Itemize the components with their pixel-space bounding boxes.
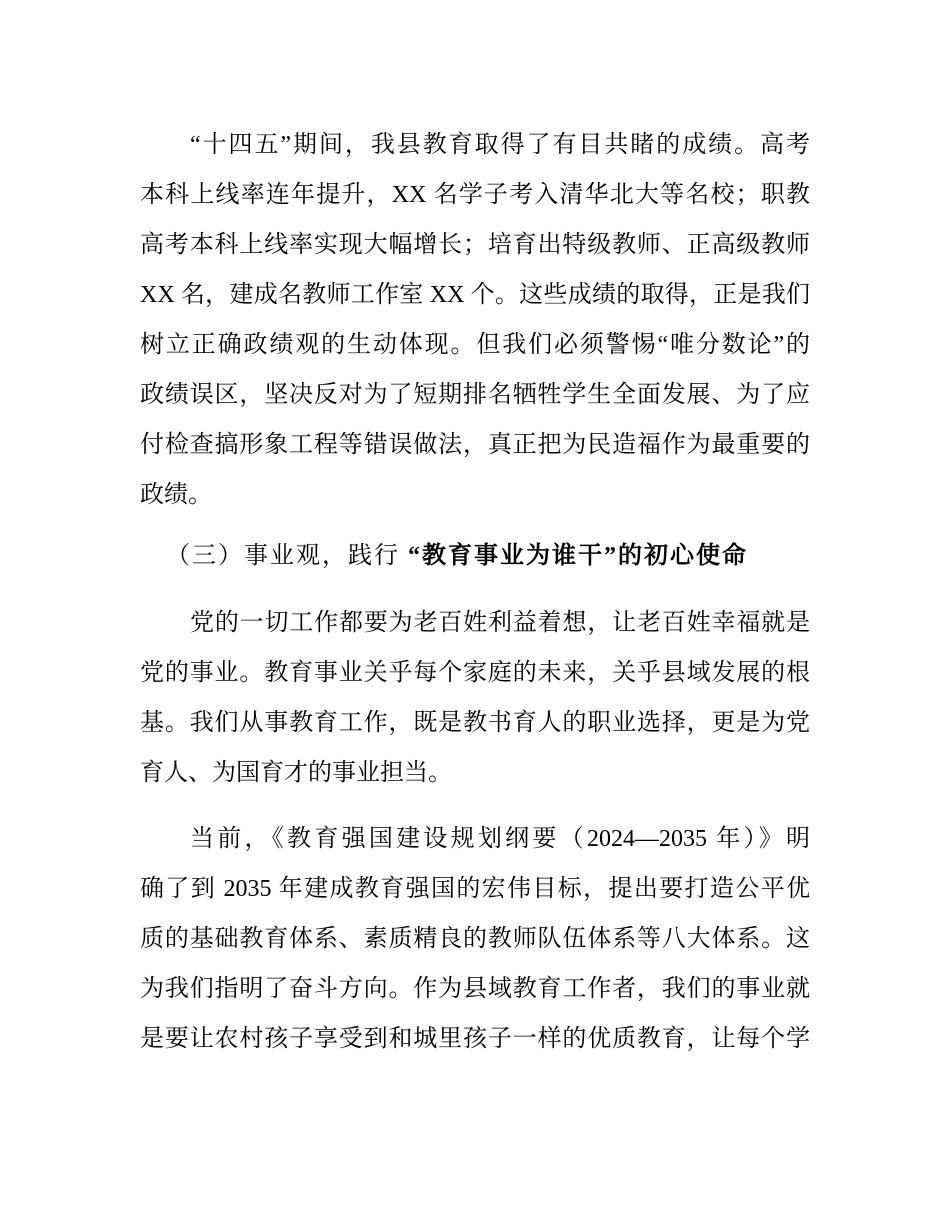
p3-line-5: 是要让农村孩子享受到和城里孩子一样的优质教育，让每个学 xyxy=(140,1026,810,1052)
p3-line-2: 确了到 2035 年建成教育强国的宏伟目标，提出要打造公平优 xyxy=(140,876,810,902)
paragraph-2 xyxy=(140,598,810,798)
p2-line-2: 党的事业。教育事业关乎每个家庭的未来，关乎县域发展的根 xyxy=(140,660,810,686)
p1-line-1: “十四五”期间，我县教育取得了有目共睹的成绩。高考 xyxy=(190,132,810,158)
p3-line-1: 当前，《教育强国建设规划纲要（2024—2035 年）》明 xyxy=(190,826,810,852)
p1-line-8: 政绩。 xyxy=(140,482,212,508)
p1-line-5: 树立正确政绩观的生动体现。但我们必须警惕“唯分数论”的 xyxy=(140,332,810,358)
p3-line-4: 为我们指明了奋斗方向。作为县域教育工作者，我们的事业就 xyxy=(140,976,810,1002)
paragraph-3 xyxy=(140,814,810,1064)
section-heading-prefix: （三）事业观，践行 xyxy=(166,543,408,569)
section-heading xyxy=(140,531,810,581)
p2-line-4: 育人、为国育才的事业担当。 xyxy=(140,760,452,786)
p1-line-7: 付检查搞形象工程等错误做法，真正把为民造福作为最重要的 xyxy=(140,432,810,458)
document-text-block xyxy=(140,120,810,1064)
p2-line-1: 党的一切工作都要为老百姓利益着想，让老百姓幸福就是 xyxy=(190,610,810,636)
paragraph-1 xyxy=(140,120,810,520)
p1-line-3: 高考本科上线率实现大幅增长；培育出特级教师、正高级教师 xyxy=(140,232,810,258)
section-heading-emphasis: “教育事业为谁干”的初心使命 xyxy=(408,543,748,569)
p1-line-2: 本科上线率连年提升，XX 名学子考入清华北大等名校；职教 xyxy=(140,182,810,208)
p2-line-3: 基。我们从事教育工作，既是教书育人的职业选择，更是为党 xyxy=(140,710,810,736)
p1-line-4: XX 名，建成名教师工作室 XX 个。这些成绩的取得，正是我们 xyxy=(140,282,810,308)
p3-line-3: 质的基础教育体系、素质精良的教师队伍体系等八大体系。这 xyxy=(140,926,810,952)
p1-line-6: 政绩误区，坚决反对为了短期排名牺牲学生全面发展、为了应 xyxy=(140,382,810,408)
